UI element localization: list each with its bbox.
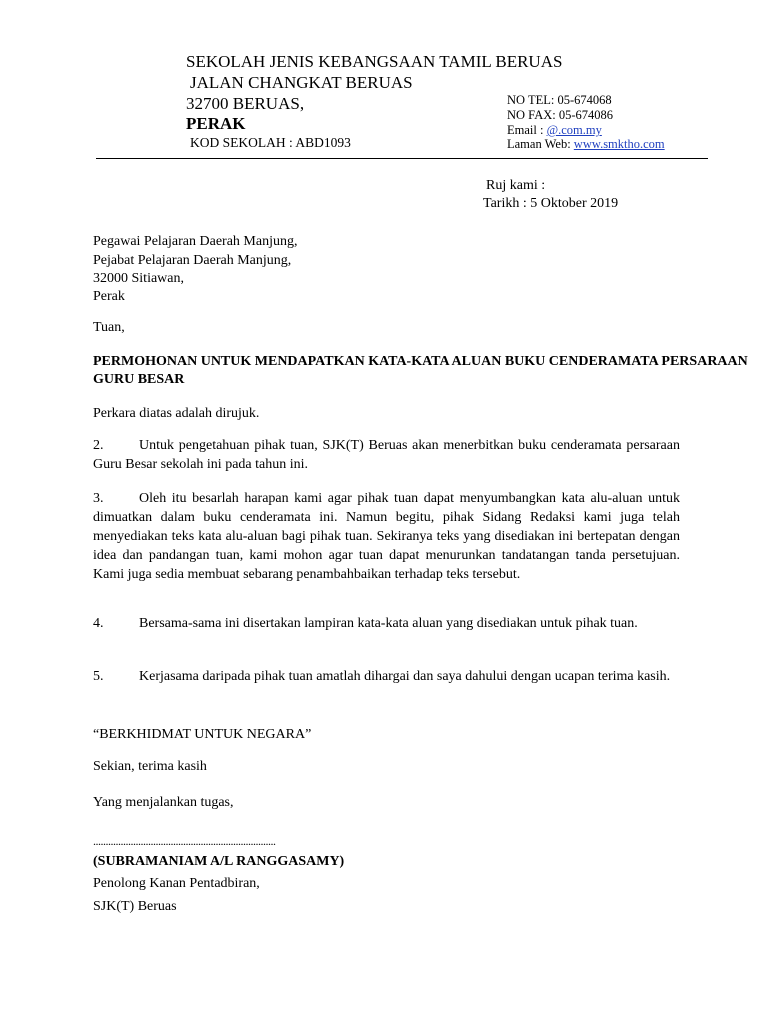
motto: “BERKHIDMAT UNTUK NEGARA” — [93, 727, 312, 742]
salutation: Tuan, — [93, 320, 125, 335]
paragraph-2 — [93, 436, 680, 474]
subject-line-1: PERMOHONAN UNTUK MENDAPATKAN KATA-KATA ALUAN BUKU CENDERAMATA PERSARAAN — [93, 354, 748, 369]
school-state: PERAK — [186, 114, 246, 133]
paragraph-5-number: 5. — [93, 669, 104, 684]
paragraph-5 — [93, 667, 680, 686]
recipient-line-3: 32000 Sitiawan, — [93, 271, 184, 286]
paragraph-3-number: 3. — [93, 491, 104, 506]
school-website — [507, 137, 665, 152]
signer-title: Penolong Kanan Pentadbiran, — [93, 876, 260, 891]
email-label: Email : — [507, 123, 547, 137]
signer-name: (SUBRAMANIAM A/L RANGGASAMY) — [93, 854, 345, 869]
school-postcode-city: 32700 BERUAS, — [186, 94, 305, 113]
paragraph-3-text: Oleh itu besarlah harapan kami agar pihak tuan dapat menyumbangkan kata alu-aluan untuk dimuatkan dalam buku cenderamata ini. Namun begitu, pihak Sidang Redaksi kami juga telah menyediakan teks kata alu-aluan bagi pihak tuan. Sekiranya teks yang disediakan ini bertepatan dengan idea dan pandangan tuan, kami mohon agar tuan dapat menurunkan tandatangan tanda persetujuan. Kami juga sedia membuat sebarang penambahbaikan terhadap teks tersebut. — [93, 491, 680, 582]
school-street: JALAN CHANGKAT BERUAS — [190, 73, 413, 92]
closing-thanks: Sekian, terima kasih — [93, 759, 207, 774]
school-tel: NO TEL: 05-674068 — [507, 93, 612, 107]
letterhead-divider — [96, 158, 708, 159]
school-name: SEKOLAH JENIS KEBANGSAAN TAMIL BERUAS — [186, 52, 563, 71]
paragraph-4-text: Bersama-sama ini disertakan lampiran kata-kata aluan yang disediakan untuk pihak tuan. — [139, 616, 638, 631]
paragraph-5-text: Kerjasama daripada pihak tuan amatlah dihargai dan saya dahului dengan ucapan terima kasih. — [139, 669, 671, 684]
paragraph-2-number: 2. — [93, 438, 104, 453]
school-fax: NO FAX: 05-674086 — [507, 108, 614, 122]
paragraph-3 — [93, 489, 680, 584]
recipient-line-2: Pejabat Pelajaran Daerah Manjung, — [93, 253, 292, 268]
paragraph-1: Perkara diatas adalah dirujuk. — [93, 406, 260, 421]
paragraph-4-number: 4. — [93, 616, 104, 631]
closing-duty: Yang menjalankan tugas, — [93, 795, 234, 810]
signature-line: ......................................................................... — [93, 834, 276, 848]
website-link[interactable]: www.smktho.com — [573, 137, 665, 151]
signer-organization: SJK(T) Beruas — [93, 899, 177, 914]
letter-date: Tarikh : 5 Oktober 2019 — [483, 196, 619, 211]
paragraph-4 — [93, 614, 680, 633]
paragraph-2-text: Untuk pengetahuan pihak tuan, SJK(T) Beruas akan menerbitkan buku cenderamata persaraan Guru Besar sekolah ini pada tahun ini. — [93, 438, 680, 472]
email-link[interactable]: @.com.my — [546, 123, 602, 137]
subject-line-2: GURU BESAR — [93, 372, 185, 387]
recipient-line-1: Pegawai Pelajaran Daerah Manjung, — [93, 234, 298, 249]
website-label: Laman Web: — [507, 137, 574, 151]
school-email — [507, 123, 602, 138]
reference-number: Ruj kami : — [486, 178, 546, 193]
school-code: KOD SEKOLAH : ABD1093 — [190, 135, 351, 150]
recipient-line-4: Perak — [93, 289, 125, 304]
